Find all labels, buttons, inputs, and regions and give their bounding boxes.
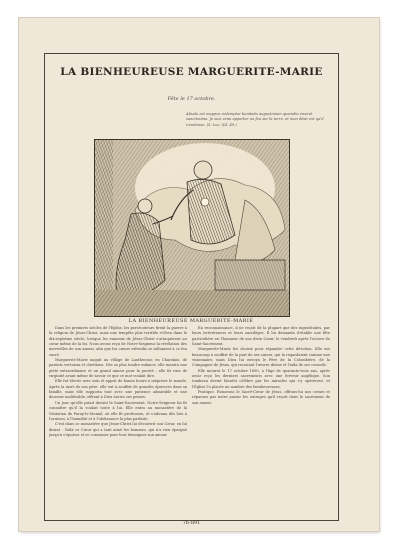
paragraph: C'est dans ce monastère que Jésus-Christ lui découvrit son Cœur, en lui disant : Voilà ce Cœur qui a tant aimé les hommes, qui n'a rien épargné jusqu'à s'épuiser et se consumer pour leur témoigner son amour. [49, 422, 187, 437]
engraving-drawing [95, 140, 289, 316]
paragraph: En reconnaissance, il ne reçoit de la plupart que des ingratitudes, par leurs irrévérences et leurs sacrilèges. Il lui demanda d'établir une fête particulière en l'honneur de son divin Cœur, le vendredi après l'octave du Saint-Sacrement. [192, 326, 330, 347]
paragraph: Elle fut élevée avec soin et apprit de bonne heure à mépriser le monde. Après la mort de son père, elle eut à souffrir de grandes épreuves dans sa famille, mais elle supporta tout avec une patience admirable et une douceur inaltérable, offrant à Dieu toutes ses peines. [49, 379, 187, 400]
feast-date: Fête le 17 octobre. [167, 96, 216, 102]
page-number: 76-891 [182, 520, 201, 526]
epigraph: Absolu est magnus redemptor bonitatis augustiniam quamdiu viveret sanctissima. Je suis venu apporter un feu sur la terre, et mon désir est qu'il s'embrase. (S. Luc, XII, 49.) [186, 112, 324, 127]
page-title: LA BIENHEUREUSE MARGUERITE-MARIE [60, 66, 323, 78]
text-column-left [49, 326, 187, 516]
text-column-right [192, 326, 330, 516]
paragraph: Marguerite-Marie fut choisie pour répandre cette dévotion. Elle eut beaucoup à souffrir de la part de ses sœurs, qui la regardaient comme une visionnaire, mais Dieu lui envoya le Père de la Colombière, de la Compagnie de Jésus, qui reconnut l'œuvre divine et l'aida de ses conseils. [192, 347, 330, 368]
paragraph: Dans les premiers siècles de l'Église, les persécuteurs firent la guerre à la religion de Jésus-Christ, mais une tempête plus terrible s'éleva dans le dix-septième siècle, lorsque les ennemis de Jésus-Christ s'attaquèrent au cœur même de la foi. Nous avons reçu de Notre-Seigneur la révélation des merveilles de son amour, afin que les cœurs refroidis se rallument à ce feu sacré. [49, 326, 187, 357]
paragraph: Elle mourut le 17 octobre 1690, à l'âge de quarante-trois ans, après avoir reçu les derniers sacrements avec une ferveur angélique. Son tombeau devint bientôt célèbre par les miracles qui s'y opérèrent, et l'Église l'a placée au nombre des bienheureuses. [192, 368, 330, 389]
paragraph: Pratique. Honorons le Sacré-Cœur de Jésus, offrons-lui nos cœurs et réparons par notre amour les outrages qu'il reçoit dans le sacrement de son amour. [192, 390, 330, 405]
engraving-illustration [94, 139, 290, 317]
paragraph: Un jour qu'elle priait devant le Saint-Sacrement, Notre-Seigneur lui fit connaître qu'il la voulait toute à lui. Elle entra au monastère de la Visitation de Paray-le-Monial, où elle fit profession, et s'adonna dès lors à l'oraison, à l'humilité et à l'obéissance la plus parfaite. [49, 400, 187, 421]
paragraph: Marguerite-Marie naquit au village de Lauthecour, en Charolais, de parents vertueux et chrétiens. Dès sa plus tendre enfance, elle montra une piété extraordinaire et un grand amour pour la pureté ; elle fit vœu de virginité avant même de savoir ce que ce mot voulait dire. [49, 358, 187, 379]
illustration-caption: LA BIENHEUREUSE MARGUERITE-MARIE [128, 318, 254, 324]
